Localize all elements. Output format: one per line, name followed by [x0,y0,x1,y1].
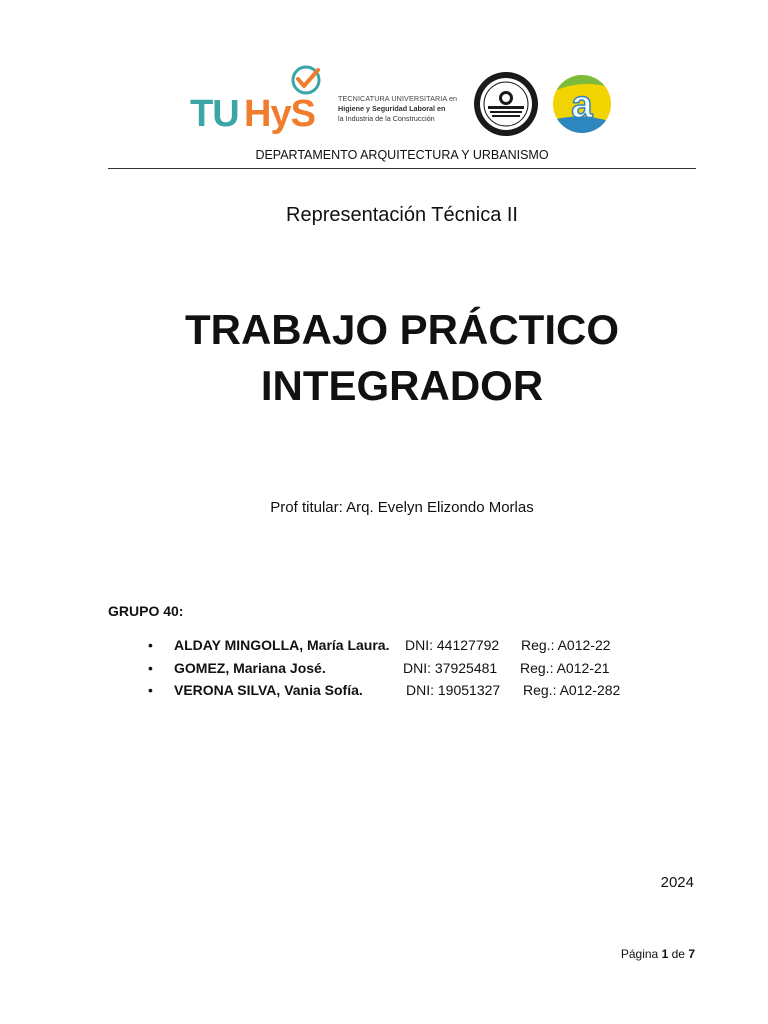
member-name: VERONA SILVA, Vania Sofía. [174,682,363,698]
member-dni: DNI: 37925481 [403,659,498,676]
tagline-line: Higiene y Seguridad Laboral en [338,104,446,113]
svg-text:TU: TU [190,93,239,135]
list-item [148,682,708,705]
page-current: 1 [661,947,669,961]
page-number [560,947,695,961]
list-item [148,660,708,683]
tagline-line: TECNICATURA UNIVERSITARIA en [338,94,458,103]
bullet-icon: • [148,682,153,698]
department-heading: DEPARTAMENTO ARQUITECTURA Y URBANISMO [255,148,549,162]
document-title [108,302,696,414]
tuhys-tagline [338,94,468,124]
member-list [148,637,708,705]
member-name: ALDAY MINGOLLA, María Laura. [174,637,390,653]
a-logo [552,74,612,134]
member-dni: DNI: 44127792 [405,637,500,653]
svg-text:a: a [571,84,593,126]
page-total: 7 [688,947,695,961]
member-name: GOMEZ, Mariana José. [174,659,326,676]
title-line: TRABAJO PRÁCTICO [184,306,619,353]
header-logos [190,64,620,136]
bullet-icon: • [148,637,153,653]
page-middle: de [671,947,685,961]
member-reg: Reg.: A012-22 [521,637,611,653]
tagline-line: la Industria de la Construcción [338,114,435,123]
course-subject: Representación Técnica II [286,204,518,226]
svg-text:HyS: HyS [244,93,315,135]
header-divider [108,168,696,169]
group-label: GRUPO 40: [108,603,184,619]
tuhys-logo [190,64,336,136]
university-seal [472,70,540,138]
bullet-icon: • [148,659,153,676]
member-reg: Reg.: A012-282 [523,682,621,698]
member-dni: DNI: 19051327 [406,682,501,698]
title-line: INTEGRADOR [260,362,544,409]
document-year: 2024 [660,874,694,891]
list-item [148,637,708,660]
professor-line: Prof titular: Arq. Evelyn Elizondo Morlas [270,499,534,516]
page-prefix: Página [620,947,659,961]
member-reg: Reg.: A012-21 [520,659,610,676]
